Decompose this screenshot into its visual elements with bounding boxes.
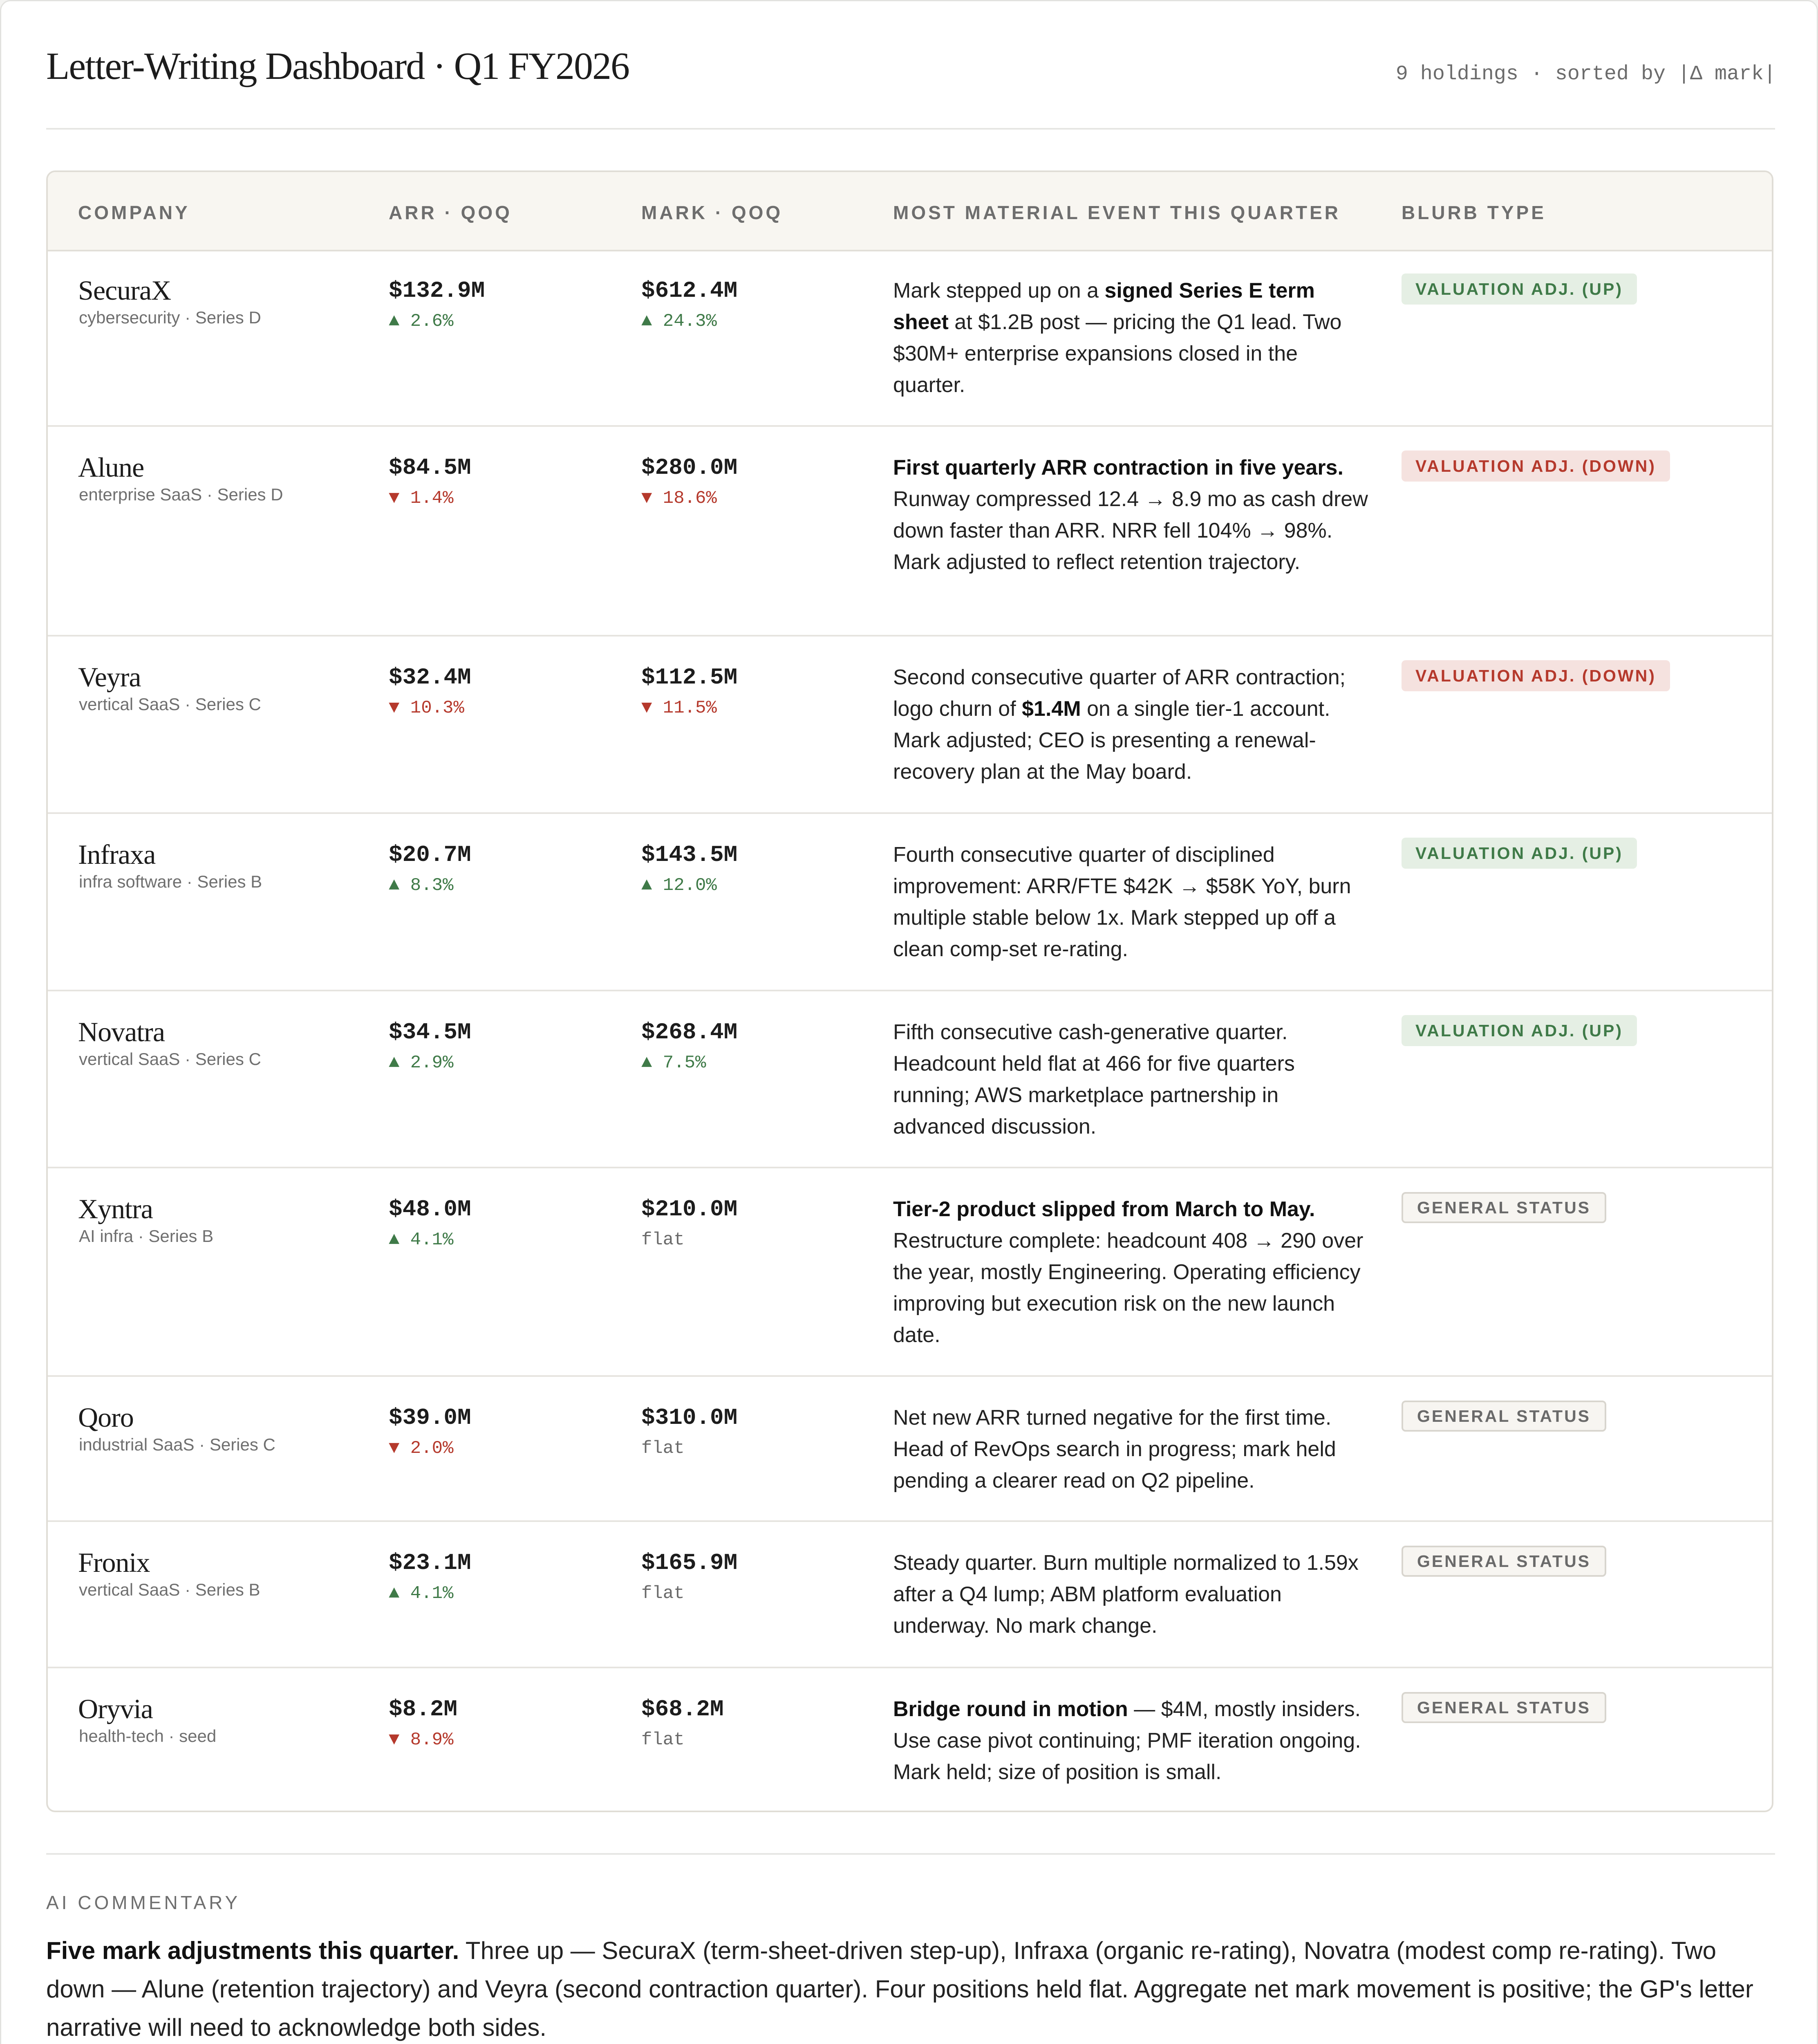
commentary-paragraph-1 [46, 1932, 1775, 2044]
mark-value: $268.4M [641, 1019, 738, 1045]
commentary-1-lead: Five mark adjustments this quarter. [46, 1937, 459, 1964]
ai-commentary-label: AI COMMENTARY [46, 1892, 241, 1913]
column-header-company: COMPANY [78, 202, 190, 223]
event-text: Net new ARR turned negative for the first time. Head of RevOps search in progress; mark held pending a clearer read on Q2 pipeline. [893, 1406, 1336, 1493]
blurb-type-badge: VALUATION ADJ. (DOWN) [1402, 660, 1670, 691]
event-highlight: First quarterly ARR contraction in five years. [893, 456, 1343, 480]
arr-value: $48.0M [389, 1196, 471, 1222]
company-sector-stage: vertical SaaS · Series B [79, 1580, 260, 1599]
company-name: Qoro [78, 1402, 134, 1433]
column-header-mark: MARK · QOQ [641, 202, 783, 223]
mark-change: ▼ 11.5% [641, 698, 717, 718]
arr-change: ▲ 8.3% [389, 875, 454, 896]
table-row [48, 1377, 1772, 1522]
arr-value: $32.4M [389, 664, 471, 690]
company-sector-stage: vertical SaaS · Series C [79, 1049, 261, 1069]
event-description [893, 1017, 1371, 1143]
event-text: Fourth consecutive quarter of disciplined improvement: ARR/FTE $42K → $58K YoY, burn multiple stable below 1x. Mark stepped up off a clean comp-set re-rating. [893, 843, 1351, 961]
event-highlight: Tier-2 product slipped from March to May. [893, 1197, 1315, 1221]
company-sector-stage: industrial SaaS · Series C [79, 1435, 275, 1454]
mark-value: $165.9M [641, 1550, 738, 1576]
table-row [48, 814, 1772, 991]
arr-change: ▼ 8.9% [389, 1730, 454, 1750]
table-row [48, 991, 1772, 1168]
arr-change: ▲ 2.6% [389, 311, 454, 332]
mark-change: ▲ 12.0% [641, 875, 717, 896]
table-row [48, 1522, 1772, 1668]
event-description [893, 452, 1371, 578]
mark-change: flat [641, 1230, 685, 1250]
arr-value: $84.5M [389, 455, 471, 481]
event-text: Runway compressed 12.4 → 8.9 mo as cash drew down faster than ARR. NRR fell 104% → 98%. Mark adjusted to reflect retention trajectory. [893, 487, 1368, 574]
arr-value: $8.2M [389, 1696, 458, 1722]
company-name: Alune [78, 452, 144, 483]
mark-change: flat [641, 1730, 685, 1750]
event-description [893, 1402, 1371, 1497]
blurb-type-badge: VALUATION ADJ. (UP) [1402, 838, 1637, 869]
blurb-type-badge: VALUATION ADJ. (DOWN) [1402, 450, 1670, 482]
event-description [893, 1547, 1371, 1642]
holdings-sort-meta: 9 holdings · sorted by |Δ mark| [1395, 63, 1776, 86]
arr-change: ▼ 10.3% [389, 698, 464, 718]
arr-value: $34.5M [389, 1019, 471, 1045]
event-text: at $1.2B post — pricing the Q1 lead. Two $30M+ enterprise expansions closed in the quarter. [893, 310, 1342, 397]
mark-value: $280.0M [641, 455, 738, 481]
mark-change: flat [641, 1438, 685, 1459]
company-name: Infraxa [78, 839, 156, 870]
mark-change: ▼ 18.6% [641, 488, 717, 509]
mark-value: $310.0M [641, 1405, 738, 1431]
event-highlight: signed Series E term sheet [893, 279, 1315, 334]
company-name: Novatra [78, 1016, 165, 1047]
mark-change: ▲ 7.5% [641, 1053, 706, 1073]
event-description [893, 839, 1371, 965]
company-sector-stage: health-tech · seed [79, 1726, 217, 1746]
blurb-type-badge: VALUATION ADJ. (UP) [1402, 273, 1637, 305]
column-header-arr: ARR · QOQ [389, 202, 512, 223]
mark-value: $68.2M [641, 1696, 724, 1722]
page-title: Letter-Writing Dashboard · Q1 FY2026 [46, 45, 629, 87]
table-row [48, 1668, 1772, 1811]
header-divider [46, 128, 1775, 130]
event-text: Mark stepped up on a [893, 279, 1105, 303]
event-highlight: $1.4M [1022, 697, 1081, 721]
arr-change: ▲ 2.9% [389, 1053, 454, 1073]
table-row [48, 637, 1772, 814]
company-name: Xyntra [78, 1193, 153, 1224]
event-text: Restructure complete: headcount 408 → 290 over the year, mostly Engineering. Operating efficiency improving but execution risk on the new launch date. [893, 1229, 1364, 1347]
arr-change: ▼ 2.0% [389, 1438, 454, 1459]
table-row [48, 1168, 1772, 1377]
company-name: Veyra [78, 661, 141, 693]
holdings-table [46, 170, 1773, 1812]
event-description [893, 1694, 1371, 1788]
blurb-type-badge: GENERAL STATUS [1402, 1401, 1606, 1432]
blurb-type-badge: GENERAL STATUS [1402, 1692, 1606, 1723]
company-sector-stage: cybersecurity · Series D [79, 308, 261, 327]
mark-value: $210.0M [641, 1196, 738, 1222]
arr-value: $23.1M [389, 1550, 471, 1576]
arr-change: ▲ 4.1% [389, 1230, 454, 1250]
company-name: Fronix [78, 1547, 150, 1578]
arr-value: $20.7M [389, 842, 471, 868]
company-sector-stage: infra software · Series B [79, 872, 262, 891]
company-name: Oryvia [78, 1693, 153, 1724]
event-text: Second consecutive quarter of ARR contraction; logo churn of [893, 666, 1346, 721]
mark-value: $612.4M [641, 278, 738, 304]
commentary-divider [46, 1853, 1775, 1855]
column-header-blurb: BLURB TYPE [1402, 202, 1546, 223]
event-text: on a single tier-1 account. Mark adjusted; CEO is presenting a renewal-recovery plan at the May board. [893, 697, 1330, 784]
commentary-1-body: Three up — SecuraX (term-sheet-driven step-up), Infraxa (organic re-rating), Novatra (modest comp re-rating). Two down — Alune (retention trajectory) and Veyra (second contraction quarter). Four positions held flat. Aggregate net mark movement is positive; the GP's letter narrative will need to acknowledge both sides. [46, 1937, 1753, 2041]
event-description [893, 662, 1371, 788]
mark-value: $112.5M [641, 664, 738, 690]
company-name: SecuraX [78, 275, 171, 306]
company-sector-stage: AI infra · Series B [79, 1226, 214, 1246]
company-sector-stage: enterprise SaaS · Series D [79, 485, 283, 504]
event-text: — $4M, mostly insiders. Use case pivot continuing; PMF iteration ongoing. Mark held; size of position is small. [893, 1697, 1361, 1784]
blurb-type-badge: VALUATION ADJ. (UP) [1402, 1015, 1637, 1046]
blurb-type-badge: GENERAL STATUS [1402, 1546, 1606, 1577]
event-highlight: Bridge round in motion [893, 1697, 1128, 1721]
event-text: Steady quarter. Burn multiple normalized to 1.59x after a Q4 lump; ABM platform evaluation underway. No mark change. [893, 1551, 1359, 1638]
company-sector-stage: vertical SaaS · Series C [79, 695, 261, 714]
blurb-type-badge: GENERAL STATUS [1402, 1192, 1606, 1223]
event-description [893, 275, 1371, 401]
table-row [48, 250, 1772, 427]
mark-value: $143.5M [641, 842, 738, 868]
column-header-event: MOST MATERIAL EVENT THIS QUARTER [893, 202, 1341, 223]
arr-change: ▲ 4.1% [389, 1583, 454, 1604]
event-description [893, 1194, 1371, 1351]
event-text: Fifth consecutive cash-generative quarter. Headcount held flat at 466 for five quarters running; AWS marketplace partnership in advanced discussion. [893, 1020, 1295, 1139]
mark-change: ▲ 24.3% [641, 311, 717, 332]
arr-change: ▼ 1.4% [389, 488, 454, 509]
arr-value: $39.0M [389, 1405, 471, 1431]
mark-change: flat [641, 1583, 685, 1604]
table-header [48, 172, 1772, 251]
arr-value: $132.9M [389, 278, 485, 304]
table-row [48, 427, 1772, 637]
